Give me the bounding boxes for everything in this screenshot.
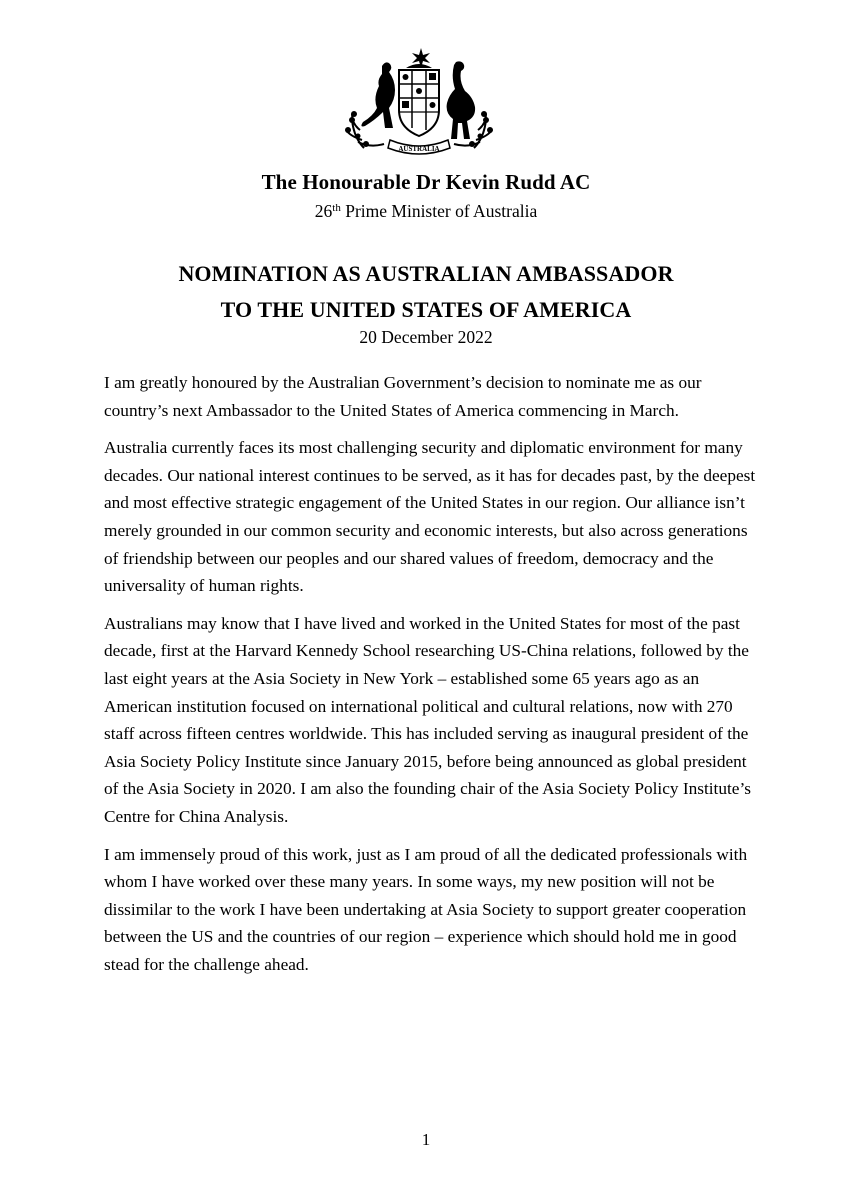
- document-title: [0, 256, 852, 328]
- title-line-2: TO THE UNITED STATES OF AMERICA: [220, 297, 632, 322]
- paragraph-3: Australians may know that I have lived and worked in the United States for most of the past decade, first at the Harvard Kennedy School researching US-China relations, followed by the last eight years at the Asia Society in New York – established some 65 years ago as an American institution focused on international political and cultural relations, now with 270 staff across fifteen centres worldwide. This has included serving as inaugural president of the Asia Society Policy Institute since January 2015, before being announced as global president of the Asia Society in 2020. I am also the founding chair of the Asia Society Policy Institute’s Centre for China Analysis.: [104, 613, 751, 826]
- kangaroo-icon: [361, 62, 395, 128]
- document-body: [104, 369, 764, 988]
- page-number: 1: [421, 1130, 431, 1149]
- author-role: [0, 201, 852, 222]
- coat-of-arms-icon: [344, 44, 494, 160]
- title-line-1: NOMINATION AS AUSTRALIAN AMBASSADOR: [178, 261, 674, 286]
- paragraph-4: I am immensely proud of this work, just as I am proud of all the dedicated professionals with whom I have worked over these many years. In some ways, my new position will not be dissimilar to the work I have been undertaking at Asia Society to support greater cooperation between the US and the countries of our region – experience which should hold me in good stead for the challenge ahead.: [104, 844, 748, 974]
- motto-scroll-text: AUSTRALIA: [398, 145, 440, 153]
- author-name: The Honourable Dr Kevin Rudd AC: [261, 170, 591, 194]
- role-ordinal-suffix: th: [332, 202, 341, 214]
- paragraph-1: I am greatly honoured by the Australian Government’s decision to nominate me as our country’s next Ambassador to the United States of America commencing in March.: [104, 373, 702, 420]
- emu-icon: [447, 61, 476, 139]
- document-date: 20 December 2022: [359, 327, 493, 347]
- role-text: Prime Minister of Australia: [340, 201, 538, 221]
- paragraph-2: Australia currently faces its most challenging security and diplomatic environment for many decades. Our national interest continues to be served, as it has for decades past, by the deepest and most effective strategic engagement of the United States in our region. Our alliance isn’t merely grounded in our common security and economic interests, but also across generations of friendship between our peoples and our shared values of freedom, democracy and the universality of human rights.: [104, 438, 756, 596]
- role-number: 26: [314, 201, 333, 221]
